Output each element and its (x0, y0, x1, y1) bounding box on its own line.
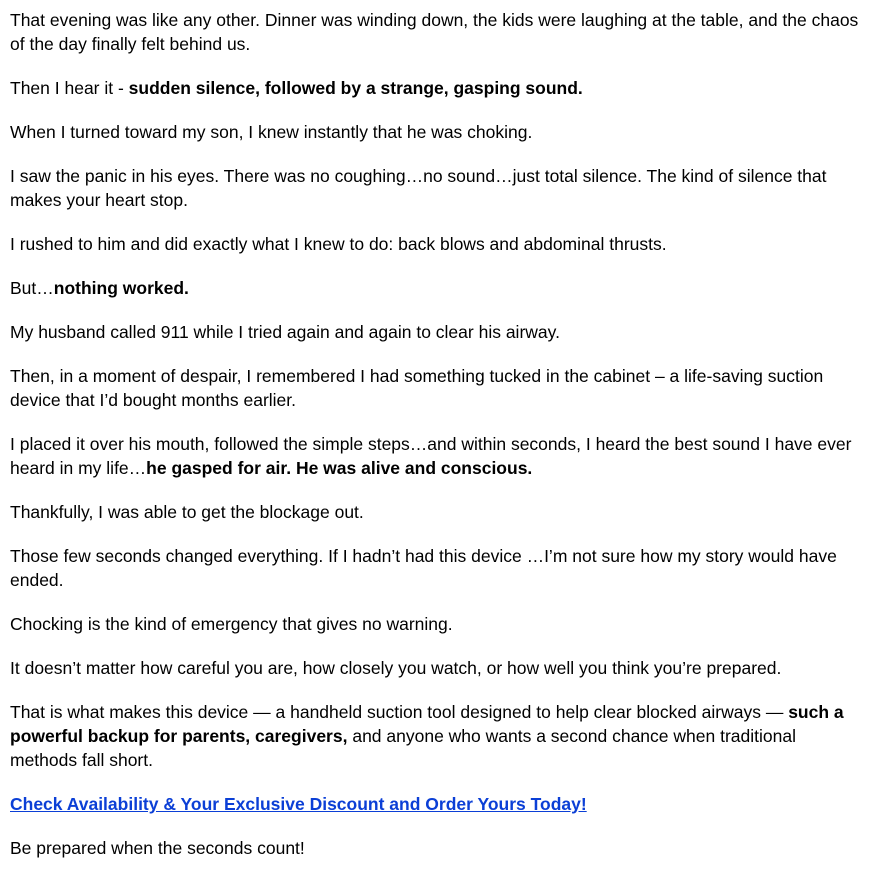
paragraph-husband-called: My husband called 911 while I tried again and again to clear his airway. (10, 322, 560, 342)
paragraph-powerful-backup: That is what makes this device — a handheld suction tool designed to help clear blocked airways — such a powerful backup for parents, caregivers, and anyone who wants a second chance when traditional methods fall short. (10, 702, 844, 770)
emphasis-text: nothing worked. (53, 278, 189, 298)
paragraph-gasped-for-air: I placed it over his mouth, followed the simple steps…and within seconds, I heard the best sound I have ever heard in my life…he gasped for air. He was alive and conscious. (10, 434, 852, 478)
paragraph-opening: That evening was like any other. Dinner was winding down, the kids were laughing at the table, and the chaos of the day finally felt behind us. (10, 10, 859, 54)
emphasis-text: sudden silence, followed by a strange, gasping sound. (128, 78, 583, 98)
paragraph-careful: It doesn’t matter how careful you are, how closely you watch, or how well you think you’re prepared. (10, 658, 782, 678)
paragraph-panic: I saw the panic in his eyes. There was no coughing…no sound…just total silence. The kind of silence that makes your heart stop. (10, 166, 827, 210)
paragraph-remembered-device: Then, in a moment of despair, I remembered I had something tucked in the cabinet – a life-saving suction device that I’d bought months earlier. (10, 366, 824, 410)
paragraph-hear-it: Then I hear it - sudden silence, followed by a strange, gasping sound. (10, 78, 583, 98)
paragraph-closing: Be prepared when the seconds count! (10, 838, 305, 858)
paragraph-blockage-out: Thankfully, I was able to get the blockage out. (10, 502, 364, 522)
paragraph-no-warning: Chocking is the kind of emergency that gives no warning. (10, 614, 453, 634)
emphasis-text: he gasped for air. He was alive and conscious. (146, 458, 533, 478)
paragraph-turned-toward: When I turned toward my son, I knew instantly that he was choking. (10, 122, 533, 142)
paragraph-cta (10, 792, 863, 816)
paragraph-seconds-changed: Those few seconds changed everything. If I hadn’t had this device …I’m not sure how my story would have ended. (10, 546, 837, 590)
cta-link[interactable]: Check Availability & Your Exclusive Discount and Order Yours Today! (10, 794, 587, 814)
emphasis-text: such a powerful backup for parents, caregivers, (10, 702, 844, 746)
paragraph-nothing-worked: But…nothing worked. (10, 278, 189, 298)
paragraph-rushed: I rushed to him and did exactly what I knew to do: back blows and abdominal thrusts. (10, 234, 667, 254)
